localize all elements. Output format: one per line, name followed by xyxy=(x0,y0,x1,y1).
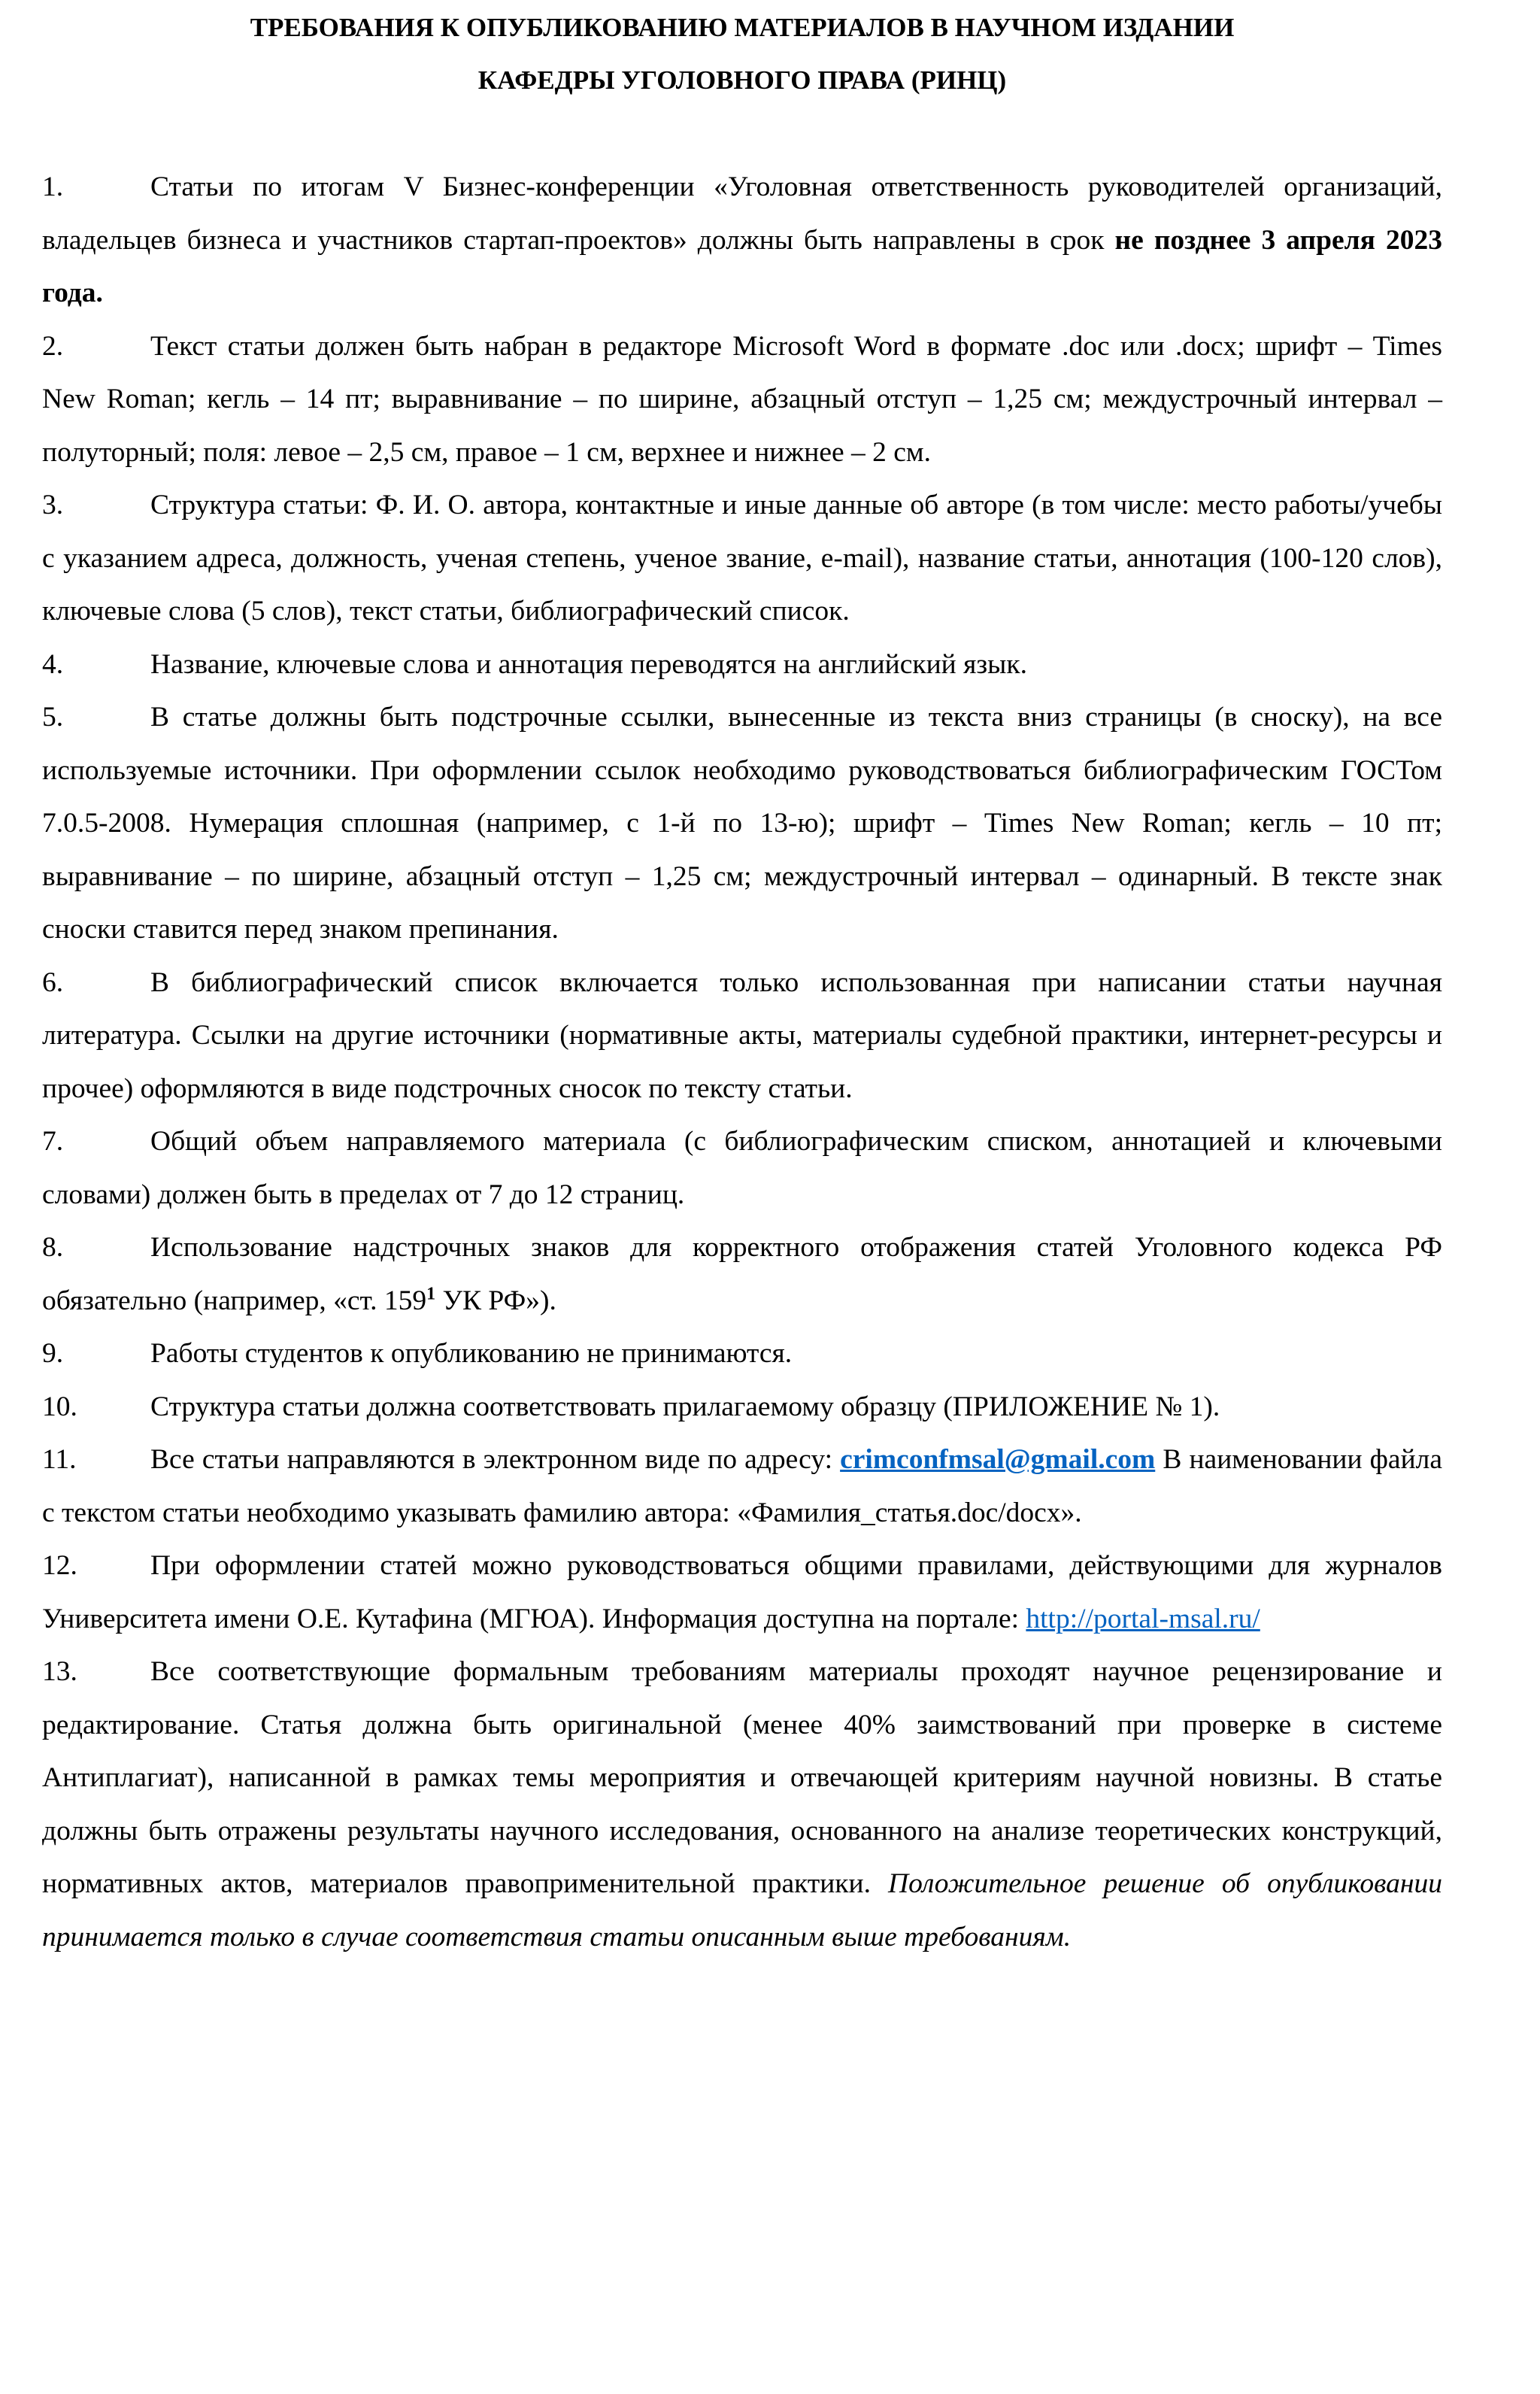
item-text: Название, ключевые слова и аннотация переводятся на английский язык. xyxy=(150,648,1027,680)
item-number: 8. xyxy=(42,1232,64,1263)
item-number: 4. xyxy=(42,648,64,680)
document-page xyxy=(42,0,1442,1964)
item-text: Статьи по итогам V Бизнес-конференции «Уголовная ответственность руководителей организаций, владельцев бизнеса и участников стартап-проектов» должны быть направлены в срок xyxy=(42,171,1442,256)
item-text: Использование надстрочных знаков для корректного отображения статей Уголовного кодекса РФ обязательно (например, «ст. 159 xyxy=(42,1232,1442,1316)
requirement-item-7 xyxy=(42,1115,1442,1221)
item-number: 6. xyxy=(42,966,64,998)
item-number: 5. xyxy=(42,702,64,733)
item-text: Общий объем направляемого материала (с библиографическим списком, аннотацией и ключевыми словами) должен быть в пределах от 7 до 12 страниц. xyxy=(42,1126,1442,1210)
item-number: 12. xyxy=(42,1550,77,1581)
requirement-item-4 xyxy=(42,639,1442,692)
item-number: 13. xyxy=(42,1656,77,1687)
item-number: 9. xyxy=(42,1338,64,1369)
requirement-item-13 xyxy=(42,1646,1442,1964)
item-text: Структура статьи: Ф. И. О. автора, контактные и иные данные об авторе (в том числе: место работы/учебы с указанием адреса, должность, ученая степень, ученое звание, e-mail), название статьи, аннотация (100-120 слов), ключевые слова (5 слов), текст статьи, библиографический список. xyxy=(42,490,1442,627)
item-text: Структура статьи должна соответствовать прилагаемому образцу (ПРИЛОЖЕНИЕ № 1). xyxy=(150,1391,1220,1422)
item-text: Работы студентов к опубликованию не принимаются. xyxy=(150,1338,793,1369)
item-number: 11. xyxy=(42,1444,77,1475)
requirement-item-2 xyxy=(42,320,1442,480)
item-number: 7. xyxy=(42,1126,64,1157)
email-link[interactable]: crimconfmsal@gmail.com xyxy=(840,1444,1156,1475)
item-text-after: УК РФ»). xyxy=(435,1285,556,1316)
item-number: 2. xyxy=(42,330,64,362)
deadline-text: не позднее 3 апреля 2023 года. xyxy=(42,224,1442,308)
item-text-after: В наименовании файла с текстом статьи необходимо указывать фамилию автора: «Фамилия_статья.doc/docx». xyxy=(42,1444,1443,1528)
item-text: При оформлении статей можно руководствоваться общими правилами, действующими для журналов Университета имени О.Е. Кутафина (МГЮА). Информация доступна на портале: xyxy=(42,1550,1442,1634)
requirement-item-11 xyxy=(42,1434,1442,1540)
title-line-1: ТРЕБОВАНИЯ К ОПУБЛИКОВАНИЮ МАТЕРИАЛОВ В НАУЧНОМ ИЗДАНИИ xyxy=(250,13,1235,42)
document-title xyxy=(42,2,1442,107)
requirement-item-5 xyxy=(42,691,1442,957)
item-number: 10. xyxy=(42,1391,77,1422)
requirement-item-12 xyxy=(42,1540,1442,1646)
item-number: 3. xyxy=(42,490,64,520)
item-text: Все статьи направляются в электронном виде по адресу: xyxy=(150,1444,841,1475)
title-line-2: КАФЕДРЫ УГОЛОВНОГО ПРАВА (РИНЦ) xyxy=(477,65,1007,95)
requirement-item-8 xyxy=(42,1221,1442,1327)
item-text: В библиографический список включается только использованная при написании статьи научная литература. Ссылки на другие источники (нормативные акты, материалы судебной практики, интернет-ресурсы и прочее) оформляются в виде подстрочных сносок по тексту статьи. xyxy=(42,966,1442,1104)
requirement-item-10 xyxy=(42,1381,1442,1434)
item-number: 1. xyxy=(42,171,64,202)
item-text: Все соответствующие формальным требованиям материалы проходят научное рецензирование и редактирование. Статья должна быть оригинальной (менее 40% заимствований при проверке в системе Антиплагиат), написанной в рамках темы мероприятия и отвечающей критериям научной новизны. В статье должны быть отражены результаты научного исследования, основанного на анализе теоретических конструкций, нормативных актов, материалов правоприменительной практики. xyxy=(42,1656,1442,1899)
requirement-item-9 xyxy=(42,1327,1442,1381)
portal-link[interactable]: http://portal-msal.ru/ xyxy=(1026,1603,1260,1634)
requirement-item-6 xyxy=(42,957,1442,1116)
requirement-item-3 xyxy=(42,479,1442,639)
italic-note: Положительное решение об опубликовании принимается только в случае соответствия статьи описанным выше требованиям. xyxy=(42,1868,1443,1953)
item-text: В статье должны быть подстрочные ссылки, вынесенные из текста вниз страницы (в сноску), на все используемые источники. При оформлении ссылок необходимо руководствоваться библиографическим ГОСТом 7.0.5-2008. Нумерация сплошная (например, с 1-й по 13-ю); шрифт – Times New Roman; кегль – 10 пт; выравнивание – по ширине, абзацный отступ – 1,25 см; междустрочный интервал – одинарный. В тексте знак сноски ставится перед знаком препинания. xyxy=(42,702,1442,945)
superscript-mark: 1 xyxy=(426,1284,436,1303)
requirement-item-1 xyxy=(42,161,1442,320)
item-text: Текст статьи должен быть набран в редакторе Microsoft Word в формате .doc или .docx; шрифт – Times New Roman; кегль – 14 пт; выравнивание – по ширине, абзацный отступ – 1,25 см; междустрочный интервал – полуторный; поля: левое – 2,5 см, правое – 1 см, верхнее и нижнее – 2 см. xyxy=(42,330,1442,468)
requirements-list xyxy=(42,161,1442,1964)
